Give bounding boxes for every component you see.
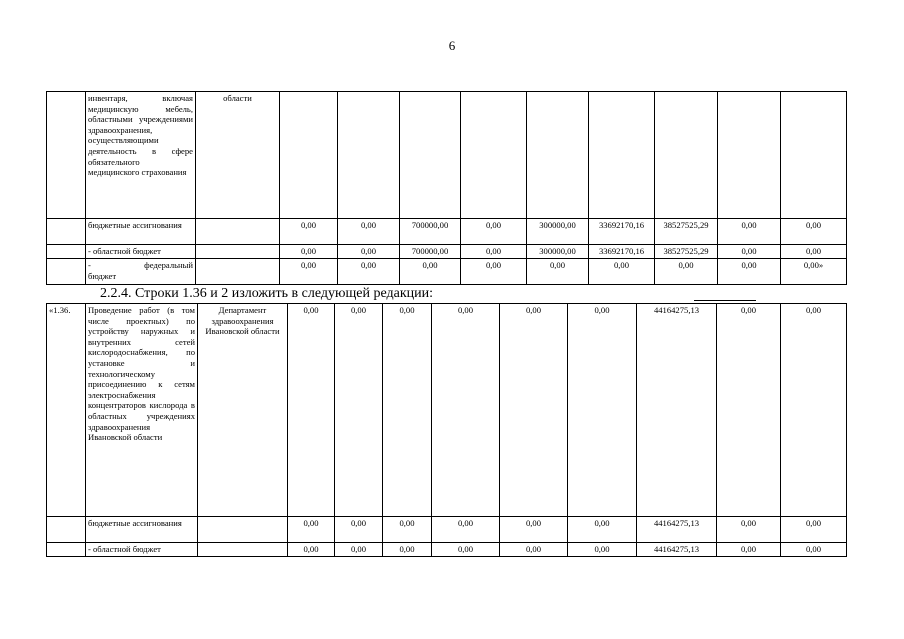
value-cell: 0,00 [717, 543, 781, 557]
row-number-cell [47, 92, 86, 219]
table-row [47, 543, 847, 557]
value-cell: 0,00 [338, 259, 400, 285]
value-cell: 0,00 [288, 517, 335, 543]
page-number: 6 [448, 38, 456, 53]
budget-table-new-edition [46, 303, 847, 557]
budget-text: бюджет [88, 270, 117, 281]
value-cell: 0,00 [527, 259, 589, 285]
value-cell: 0,00 [717, 517, 781, 543]
row-number-cell [47, 245, 86, 259]
value-cell: 0,00 [461, 259, 527, 285]
value-cell: 300000,00 [527, 245, 589, 259]
value-cell [338, 92, 400, 219]
value-cell: 0,00 [718, 259, 781, 285]
value-cell: 0,00 [461, 245, 527, 259]
value-cell: 0,00 [383, 517, 432, 543]
activity-name-cell: - областной бюджет [86, 245, 196, 259]
value-cell: 300000,00 [527, 219, 589, 245]
row-number-cell [47, 219, 86, 245]
value-cell: 0,00 [288, 304, 335, 517]
value-cell: 0,00 [568, 543, 637, 557]
value-cell: 33692170,16 [589, 219, 655, 245]
value-cell: 44164275,13 [637, 517, 717, 543]
value-cell: 0,00 [280, 245, 338, 259]
value-cell: 38527525,29 [655, 219, 718, 245]
table-row [47, 219, 847, 245]
activity-name-cell: Проведение работ (в том числе проектных) по устройству наружных и внутренних сетей кислородоснабжения, по установке и технологическому присоединению к сетям электроснабжения концентраторов кислорода в областных учреждениях здравоохранения Ивановской области [86, 304, 198, 517]
value-cell: 0,00 [280, 219, 338, 245]
value-cell: 0,00 [589, 259, 655, 285]
value-cell: 33692170,16 [589, 245, 655, 259]
value-cell [655, 92, 718, 219]
table-row [47, 259, 847, 285]
value-cell: 0,00 [781, 543, 847, 557]
value-cell: 0,00 [335, 304, 383, 517]
activity-name-cell: инвентаря, включая медицинскую мебель, областными учреждениями здравоохранения, осуществляющими деятельность в сфере обязательного медицинского страхования [86, 92, 196, 219]
value-cell: 0,00» [781, 259, 847, 285]
executor-cell: Департамент здравоохранения Ивановской области [198, 304, 288, 517]
value-cell: 0,00 [718, 219, 781, 245]
value-cell: 0,00 [568, 304, 637, 517]
row-number-cell [47, 259, 86, 285]
value-cell [781, 92, 847, 219]
dash-text: - [88, 260, 91, 270]
value-cell [280, 92, 338, 219]
value-cell: 0,00 [655, 259, 718, 285]
federal-text: федеральный [144, 260, 193, 270]
value-cell: 0,00 [338, 219, 400, 245]
value-cell [461, 92, 527, 219]
executor-cell [196, 259, 280, 285]
executor-cell [198, 543, 288, 557]
executor-cell [196, 245, 280, 259]
value-cell: 0,00 [500, 543, 568, 557]
executor-cell: области [196, 92, 280, 219]
value-cell: 0,00 [432, 304, 500, 517]
value-cell: 700000,00 [400, 219, 461, 245]
value-cell: 0,00 [432, 543, 500, 557]
value-cell: 0,00 [717, 304, 781, 517]
value-cell: 0,00 [500, 517, 568, 543]
section-heading: 2.2.4. Строки 1.36 и 2 изложить в следующей редакции: [100, 286, 433, 301]
activity-name-cell: бюджетные ассигнования [86, 517, 198, 543]
value-cell: 0,00 [383, 304, 432, 517]
value-cell: 0,00 [400, 259, 461, 285]
table-row [47, 517, 847, 543]
budget-table-continuation [46, 91, 847, 285]
value-cell: 0,00 [288, 543, 335, 557]
value-cell: 44164275,13 [637, 543, 717, 557]
row-number-cell [47, 517, 86, 543]
table-row [47, 245, 847, 259]
activity-name-cell [86, 259, 196, 285]
row-number-cell [47, 543, 86, 557]
value-cell [400, 92, 461, 219]
value-cell: 0,00 [781, 517, 847, 543]
row-number-cell: «1.36. [47, 304, 86, 517]
value-cell: 0,00 [781, 304, 847, 517]
table-row [47, 304, 847, 517]
value-cell: 0,00 [335, 517, 383, 543]
value-cell: 0,00 [568, 517, 637, 543]
value-cell [527, 92, 589, 219]
table-row [47, 92, 847, 219]
value-cell: 0,00 [338, 245, 400, 259]
value-cell: 0,00 [718, 245, 781, 259]
value-cell: 0,00 [781, 219, 847, 245]
value-cell: 700000,00 [400, 245, 461, 259]
activity-name-cell: бюджетные ассигнования [86, 219, 196, 245]
executor-cell [196, 219, 280, 245]
value-cell: 0,00 [335, 543, 383, 557]
value-cell [589, 92, 655, 219]
executor-cell [198, 517, 288, 543]
value-cell: 38527525,29 [655, 245, 718, 259]
value-cell: 44164275,13 [637, 304, 717, 517]
value-cell: 0,00 [461, 219, 527, 245]
value-cell: 0,00 [500, 304, 568, 517]
value-cell: 0,00 [432, 517, 500, 543]
activity-name-cell: - областной бюджет [86, 543, 198, 557]
value-cell [718, 92, 781, 219]
value-cell: 0,00 [280, 259, 338, 285]
decorative-stroke [694, 300, 756, 301]
value-cell: 0,00 [781, 245, 847, 259]
value-cell: 0,00 [383, 543, 432, 557]
